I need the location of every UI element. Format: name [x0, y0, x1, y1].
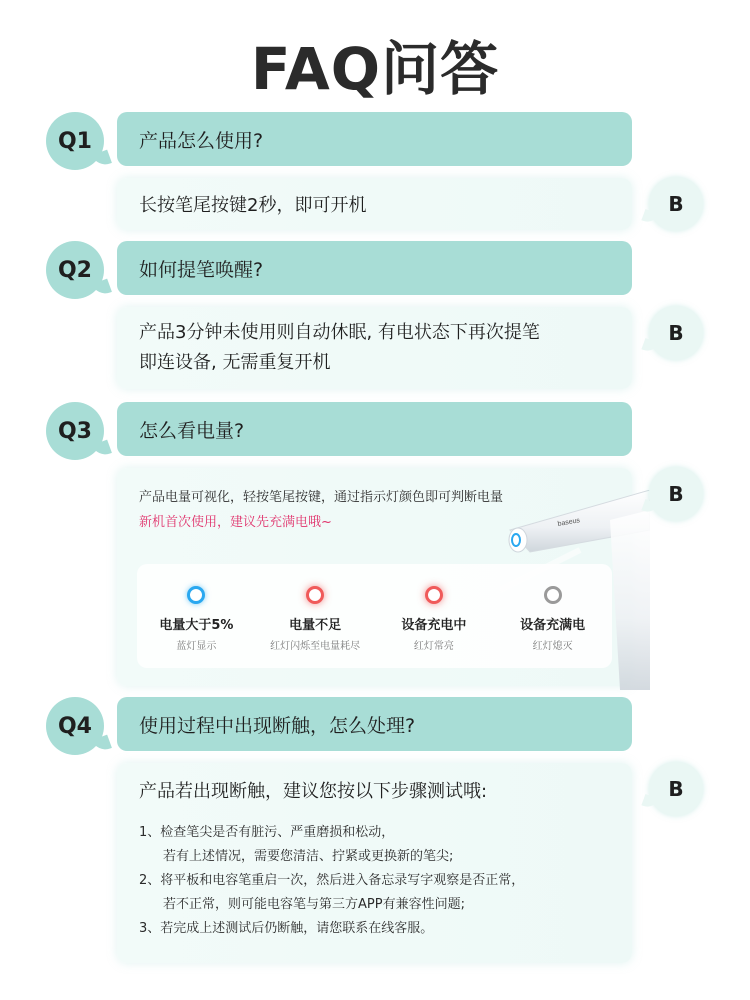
- q3-badge: Q3: [46, 402, 104, 460]
- q3-answer-highlight: 新机首次使用，建议先充满电哦~: [139, 515, 332, 530]
- stylus-pen-image: [500, 490, 650, 690]
- q4-step: 若不正常，则可能电容笔与第三方APP有兼容性问题;: [163, 897, 465, 912]
- indicator-red-steady: [375, 564, 494, 668]
- q4-step: 3、若完成上述测试后仍断触，请您联系在线客服。: [139, 921, 434, 936]
- q2-badge: Q2: [46, 241, 104, 299]
- indicator-desc: 红灯常亮: [413, 641, 454, 652]
- q4-step: 1、检查笔尖是否有脏污、严重磨损和松动，: [139, 825, 395, 840]
- indicator-desc: 红灯闪烁至电量耗尽: [270, 641, 361, 652]
- q4-badge: Q4: [46, 697, 104, 755]
- indicator-name: 设备充满电: [520, 618, 586, 633]
- q3-b-badge: B: [649, 467, 703, 521]
- indicator-red-blink: [256, 564, 375, 668]
- q4-step: 2、将平板和电容笔重启一次，然后进入备忘录写字观察是否正常，: [139, 873, 525, 888]
- q4-answer: [117, 763, 632, 963]
- blue-light-icon: [187, 586, 205, 604]
- indicator-blue: [137, 564, 256, 668]
- indicator-name: 电量不足: [289, 618, 342, 633]
- q2-b-badge: B: [649, 306, 703, 360]
- q3-answer-line-1: 产品电量可视化，轻按笔尾按键，通过指示灯颜色即可判断电量: [139, 490, 504, 505]
- indicator-desc: 蓝灯显示: [176, 641, 217, 652]
- q1-answer: [117, 178, 632, 230]
- q1-answer-text: 长按笔尾按键2秒，即可开机: [139, 195, 367, 216]
- q4-question: 使用过程中出现断触，怎么处理?: [117, 697, 632, 751]
- red-light-icon: [306, 586, 324, 604]
- q1-question: 产品怎么使用?: [117, 112, 632, 166]
- q1-badge: Q1: [46, 112, 104, 170]
- q2-answer-line-1: 产品3分钟未使用则自动休眠, 有电状态下再次提笔: [139, 322, 540, 343]
- indicator-desc: 红灯熄灭: [532, 641, 573, 652]
- q2-answer-line-2: 即连设备, 无需重复开机: [139, 352, 331, 373]
- q3-question: 怎么看电量?: [117, 402, 632, 456]
- pen-brand-text: baseus: [557, 517, 581, 528]
- indicator-name: 设备充电中: [401, 618, 467, 633]
- q1-b-badge: B: [649, 177, 703, 231]
- q4-step: 若有上述情况，需要您清洁、拧紧或更换新的笔尖;: [163, 849, 454, 864]
- indicator-name: 电量大于5%: [159, 618, 234, 633]
- q2-question: 如何提笔唤醒?: [117, 241, 632, 295]
- q4-answer-head: 产品若出现断触，建议您按以下步骤测试哦:: [139, 781, 488, 802]
- red-light-icon: [425, 586, 443, 604]
- q2-answer: [117, 307, 632, 389]
- page-title: FAQ问答: [250, 35, 500, 103]
- q4-b-badge: B: [649, 762, 703, 816]
